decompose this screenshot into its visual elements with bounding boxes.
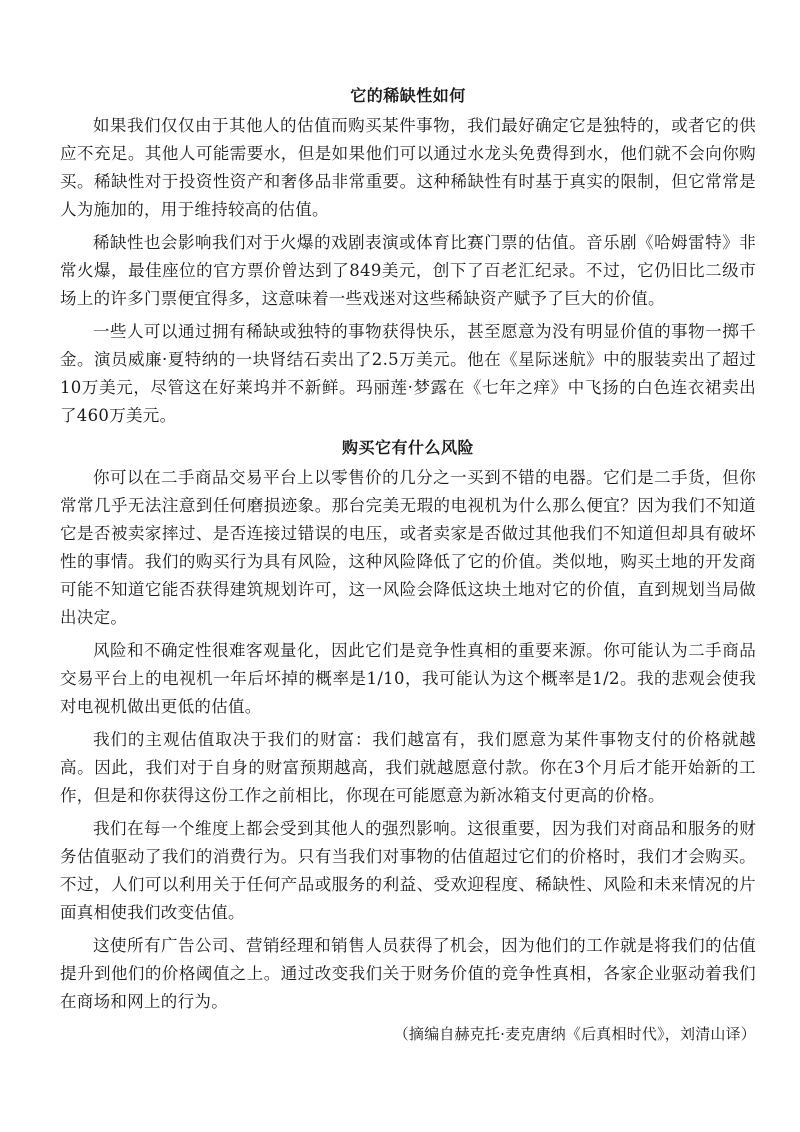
paragraph: 我们在每一个维度上都会受到其他人的强烈影响。这很重要，因为我们对商品和服务的财务估值驱动了我们的消费行为。只有当我们对事物的估值超过它们的价格时，我们才会购买。不过，人们可以利用关于任何产品或服务的利益、受欢迎程度、稀缺性、风险和未来情况的片面真相使我们改变估值。 [60, 819, 756, 922]
document-page [60, 86, 756, 1046]
paragraph: 风险和不确定性很难客观量化，因此它们是竞争性真相的重要来源。你可能认为二手商品交易平台上的电视机一年后坏掉的概率是1/10，我可能认为这个概率是1/2。我的悲观会使我对电视机做出更低的估值。 [60, 641, 756, 716]
section-title-risk: 购买它有什么风险 [341, 438, 474, 457]
section-title-scarcity: 它的稀缺性如何 [350, 86, 466, 105]
paragraph: 你可以在二手商品交易平台上以零售价的几分之一买到不错的电器。它们是二手货，但你常常几乎无法注意到任何磨损迹象。那台完美无瑕的电视机为什么那么便宜？因为我们不知道它是否被卖家摔过、是否连接过错误的电压，或者卖家是否做过其他我们不知道但却具有破坏性的事情。我们的购买行为具有风险，这种风险降低了它的价值。类似地，购买土地的开发商可能不知道它能否获得建筑规划许可，这一风险会降低这块土地对它的价值，直到规划当局做出决定。 [60, 468, 756, 627]
source-citation: （摘编自赫克托·麦克唐纳《后真相时代》，刘清山译） [393, 1025, 756, 1043]
paragraph: 如果我们仅仅由于其他人的估值而购买某件事物，我们最好确定它是独特的，或者它的供应不充足。其他人可能需要水，但是如果他们可以通过水龙头免费得到水，他们就不会向你购买。稀缺性对于投资性资产和奢侈品非常重要。这种稀缺性有时基于真实的限制，但它常常是人为施加的，用于维持较高的估值。 [60, 116, 756, 219]
paragraph: 一些人可以通过拥有稀缺或独特的事物获得快乐，甚至愿意为没有明显价值的事物一掷千金。演员威廉·夏特纳的一块肾结石卖出了2.5万美元。他在《星际迷航》中的服装卖出了超过10万美元，尽管这在好莱坞并不新鲜。玛丽莲·梦露在《七年之痒》中飞扬的白色连衣裙卖出了460万美元。 [60, 322, 756, 425]
paragraph: 这使所有广告公司、营销经理和销售人员获得了机会，因为他们的工作就是将我们的估值提升到他们的价格阈值之上。通过改变我们关于财务价值的竞争性真相，各家企业驱动着我们在商场和网上的行为。 [60, 936, 756, 1011]
paragraph: 稀缺性也会影响我们对于火爆的戏剧表演或体育比赛门票的估值。音乐剧《哈姆雷特》非常火爆，最佳座位的官方票价曾达到了849美元，创下了百老汇纪录。不过，它仍旧比二级市场上的许多门票便宜得多，这意味着一些戏迷对这些稀缺资产赋予了巨大的价值。 [60, 233, 756, 308]
paragraph: 我们的主观估值取决于我们的财富：我们越富有，我们愿意为某件事物支付的价格就越高。因此，我们对于自身的财富预期越高，我们就越愿意付款。你在3个月后才能开始新的工作，但是和你获得这份工作之前相比，你现在可能愿意为新冰箱支付更高的价格。 [60, 730, 756, 805]
